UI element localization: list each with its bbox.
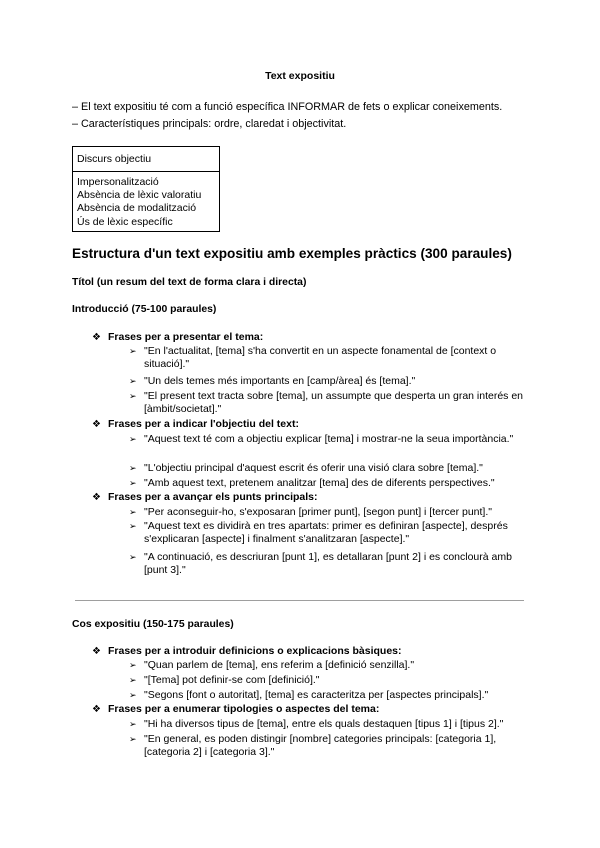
body-section-heading: Cos expositiu (150-175 paraules) xyxy=(72,619,234,630)
document-title: Text expositiu xyxy=(265,70,335,82)
diamond-bullet-icon: ❖ xyxy=(92,646,101,657)
structure-heading: Estructura d'un text expositiu amb exemples pràctics (300 paraules) xyxy=(72,246,512,261)
list-item: "En general, es poden distingir [nombre] categories principals: [categoria 1], [categoria 2] i [categoria 3]." xyxy=(144,733,497,758)
bullet-label: Frases per a introduir definicions o explicacions bàsiques: xyxy=(108,645,402,657)
list-item: "A continuació, es descriuran [punt 1], es detallaran [punt 2] i es conclourà amb [punt 3]." xyxy=(144,551,512,576)
list-item: "Aquest text té com a objectiu explicar [tema] i mostrar-ne la seua importància." xyxy=(144,433,514,445)
list-item: "Per aconseguir-ho, s'exposaran [primer punt], [segon punt] i [tercer punt]." xyxy=(144,506,492,518)
intro-section-heading: Introducció (75-100 paraules) xyxy=(72,304,217,315)
arrow-bullet-icon: ➢ xyxy=(129,734,137,744)
diamond-bullet-icon: ❖ xyxy=(92,492,101,503)
arrow-bullet-icon: ➢ xyxy=(129,391,137,401)
box-body xyxy=(73,172,219,229)
list-item: "Un dels temes més importants en [camp/àrea] és [tema]." xyxy=(144,375,416,387)
box-header: Discurs objectiu xyxy=(73,147,219,172)
bullet-definitions xyxy=(92,645,402,657)
arrow-bullet-icon: ➢ xyxy=(129,660,137,670)
intro-line: – El text expositiu té com a funció específica INFORMAR de fets o explicar coneixements. xyxy=(72,101,503,113)
bullet-label: Frases per a presentar el tema: xyxy=(108,331,264,343)
list-item: "Quan parlem de [tema], ens referim a [definició senzilla]." xyxy=(144,659,415,671)
box-item: Absència de modalització xyxy=(77,202,197,215)
list-item: "Amb aquest text, pretenem analitzar [tema] des de diferents perspectives." xyxy=(144,477,495,489)
list-item: "Segons [font o autoritat], [tema] es caracteritza per [aspectes principals]." xyxy=(144,689,489,701)
bullet-label: Frases per a avançar els punts principals: xyxy=(108,491,318,503)
list-item: "Aquest text es dividirà en tres apartats: primer es definiran [aspecte], després s'explicaran [aspecte] i finalment s'analitzaran [aspecte]." xyxy=(144,520,508,545)
arrow-bullet-icon: ➢ xyxy=(129,690,137,700)
diamond-bullet-icon: ❖ xyxy=(92,332,101,343)
intro-line: – Característiques principals: ordre, claredat i objectivitat. xyxy=(72,118,347,130)
arrow-bullet-icon: ➢ xyxy=(129,552,137,562)
arrow-bullet-icon: ➢ xyxy=(129,434,137,444)
list-item: "En l'actualitat, [tema] s'ha convertit en un aspecte fonamental de [context o situació]." xyxy=(144,345,497,370)
diamond-bullet-icon: ❖ xyxy=(92,704,101,715)
bullet-label: Frases per a indicar l'objectiu del text: xyxy=(108,418,299,430)
arrow-bullet-icon: ➢ xyxy=(129,463,137,473)
objective-discourse-box xyxy=(72,146,220,232)
list-item: "L'objectiu principal d'aquest escrit és oferir una visió clara sobre [tema]." xyxy=(144,462,483,474)
box-item: Absència de lèxic valoratiu xyxy=(77,189,202,202)
list-item: "[Tema] pot definir-se com [definició]." xyxy=(144,674,320,686)
arrow-bullet-icon: ➢ xyxy=(129,507,137,517)
bullet-main-points xyxy=(92,491,318,503)
bullet-objective xyxy=(92,418,299,430)
arrow-bullet-icon: ➢ xyxy=(129,675,137,685)
arrow-bullet-icon: ➢ xyxy=(129,346,137,356)
arrow-bullet-icon: ➢ xyxy=(129,521,137,531)
arrow-bullet-icon: ➢ xyxy=(129,478,137,488)
list-item: "El present text tracta sobre [tema], un assumpte que desperta un gran interés en [àmbit/societat]." xyxy=(144,390,524,415)
arrow-bullet-icon: ➢ xyxy=(129,376,137,386)
bullet-typologies xyxy=(92,703,379,715)
bullet-present-theme xyxy=(92,331,263,343)
box-item: Ús de lèxic específic xyxy=(77,215,173,228)
diamond-bullet-icon: ❖ xyxy=(92,419,101,430)
title-section-heading: Títol (un resum del text de forma clara i directa) xyxy=(72,277,307,288)
box-item: Impersonalització xyxy=(77,176,159,188)
bullet-label: Frases per a enumerar tipologies o aspectes del tema: xyxy=(108,703,380,715)
arrow-bullet-icon: ➢ xyxy=(129,719,137,729)
list-item: "Hi ha diversos tipus de [tema], entre els quals destaquen [tipus 1] i [tipus 2]." xyxy=(144,718,504,730)
section-divider xyxy=(75,600,524,601)
